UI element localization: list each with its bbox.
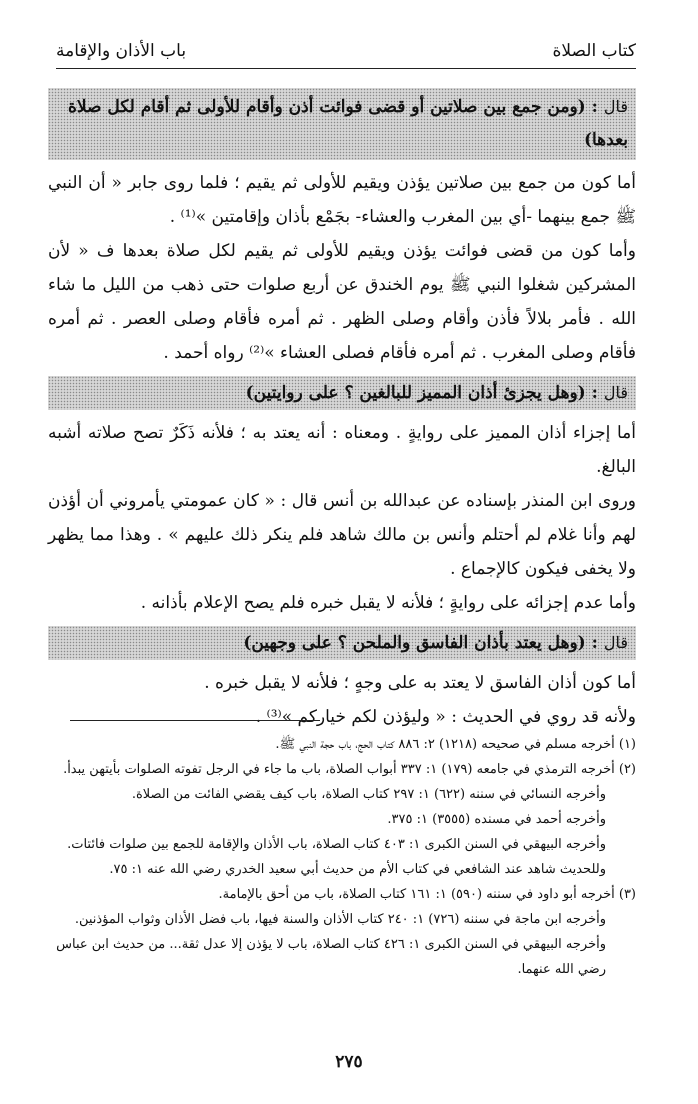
footnote: وللحديث شاهد عند الشافعي في كتاب الأم من حديث أبي سعيد الخدري رضي الله عنه ١: ٧٥. — [109, 862, 606, 877]
footnote-divider — [70, 720, 320, 721]
paragraph: وأما كون من قضى فوائت يؤذن ويقيم للأولى ثم يقيم لكل صلاة بعدها ف « لأن المشركين شغلوا النبي ﷺ يوم الخندق عن أربع صلوات حتى ذهب من الليل ما شاء الله . فأمر بلالاً فأذن وأقام وصلى الظهر . ثم أمره فأقام وصلى العصر . ثم أمره فأقام وصلى المغرب . ثم أمره فأقام فصلى العشاء »⁽²⁾ رواه أحمد . — [48, 241, 636, 363]
heading-text: : (ومن جمع بين صلاتين أو قضى فوائت أذن وأقام للأولى ثم أقام لكل صلاة بعدها) — [67, 97, 628, 150]
heading-text: : (وهل يجزئ أذان المميز للبالغين ؟ على روايتين) — [245, 383, 598, 403]
footnote: وأخرجه النسائي في سننه (٦٢٢) ١: ٢٩٧ كتاب الصلاة، باب كيف يقضي الفائت من الصلاة. — [131, 787, 606, 802]
footnote: (٢) أخرجه الترمذي في جامعه (١٧٩) ١: ٣٣٧ أبواب الصلاة، باب ما جاء في الرجل تفوته الصلوات بأيتهن يبدأ. — [63, 762, 636, 777]
running-header — [56, 34, 636, 69]
qal-label: قال — [603, 383, 628, 402]
qal-label: قال — [603, 633, 628, 652]
paragraph: أما إجزاء أذان المميز على روايةٍ . ومعناه : أنه يعتد به ؛ فلأنه ذَكَرٌ تصح صلاته أشبه البالغ. — [48, 423, 636, 477]
paragraph: ولأنه قد روي في الحديث : « وليؤذن لكم خياركم »⁽³⁾ . — [255, 707, 636, 727]
section-heading-3 — [48, 626, 636, 660]
footnote: (٣) أخرجه أبو داود في سننه (٥٩٠) ١: ١٦١ كتاب الصلاة، باب من أحق بالإمامة. — [218, 887, 636, 902]
heading-text: : (وهل يعتد بأذان الفاسق والملحن ؟ على وجهين) — [243, 633, 598, 653]
paragraph: أما كون أذان الفاسق لا يعتد به على وجهٍ ؛ فلأنه لا يقبل خبره . — [204, 673, 636, 693]
footnote: وأخرجه البيهقي في السنن الكبرى ١: ٤٠٣ كتاب الصلاة، باب الأذان والإقامة للجمع بين صلوات فائتات. — [67, 837, 606, 852]
paragraph: أما كون من جمع بين صلاتين يؤذن ويقيم للأولى ثم يقيم ؛ فلما روى جابر « أن النبي ﷺ جمع بينهما -أي بين المغرب والعشاء- بجَمْع بأذان وإقامتين »⁽¹⁾ . — [48, 173, 636, 227]
section-heading-1 — [48, 88, 636, 160]
qal-label: قال — [603, 97, 628, 116]
paragraph: وروى ابن المنذر بإسناده عن عبدالله بن أنس قال : « كان عمومتي يأمروني أن أؤذن لهم وأنا غلام لم أحتلم وأنس بن مالك شاهد فلم ينكر ذلك عليهم » . وهذا مما يظهر ولا يخفى فيكون كالإجماع . — [48, 491, 636, 579]
footnote: وأخرجه أحمد في مسنده (٣٥٥٥) ١: ٣٧٥. — [387, 812, 606, 827]
header-chapter-title: باب الأذان والإقامة — [56, 41, 187, 61]
paragraph: وأما عدم إجزائه على روايةٍ ؛ فلأنه لا يقبل خبره فلم يصح الإعلام بأذانه . — [140, 593, 636, 613]
header-book-title: كتاب الصلاة — [552, 41, 636, 61]
main-text — [48, 88, 636, 734]
footnotes — [48, 732, 636, 982]
footnote: وأخرجه ابن ماجة في سننه (٧٢٦) ١: ٢٤٠ كتاب الأذان والسنة فيها، باب فضل الأذان وثواب المؤذنين. — [74, 912, 606, 927]
footnote: وأخرجه البيهقي في السنن الكبرى ١: ٤٢٦ كتاب الصلاة، باب لا يؤذن إلا عدل ثقة... من حديث ابن عباس رضي الله عنهما. — [56, 937, 606, 977]
footnote: (١) أخرجه مسلم في صحيحه (١٢١٨) ٢: ٨٨٦ كتاب الحج، باب حجة النبي ﷺ. — [275, 737, 636, 752]
page-number: ٢٧٥ — [335, 1052, 363, 1072]
section-heading-2 — [48, 376, 636, 410]
